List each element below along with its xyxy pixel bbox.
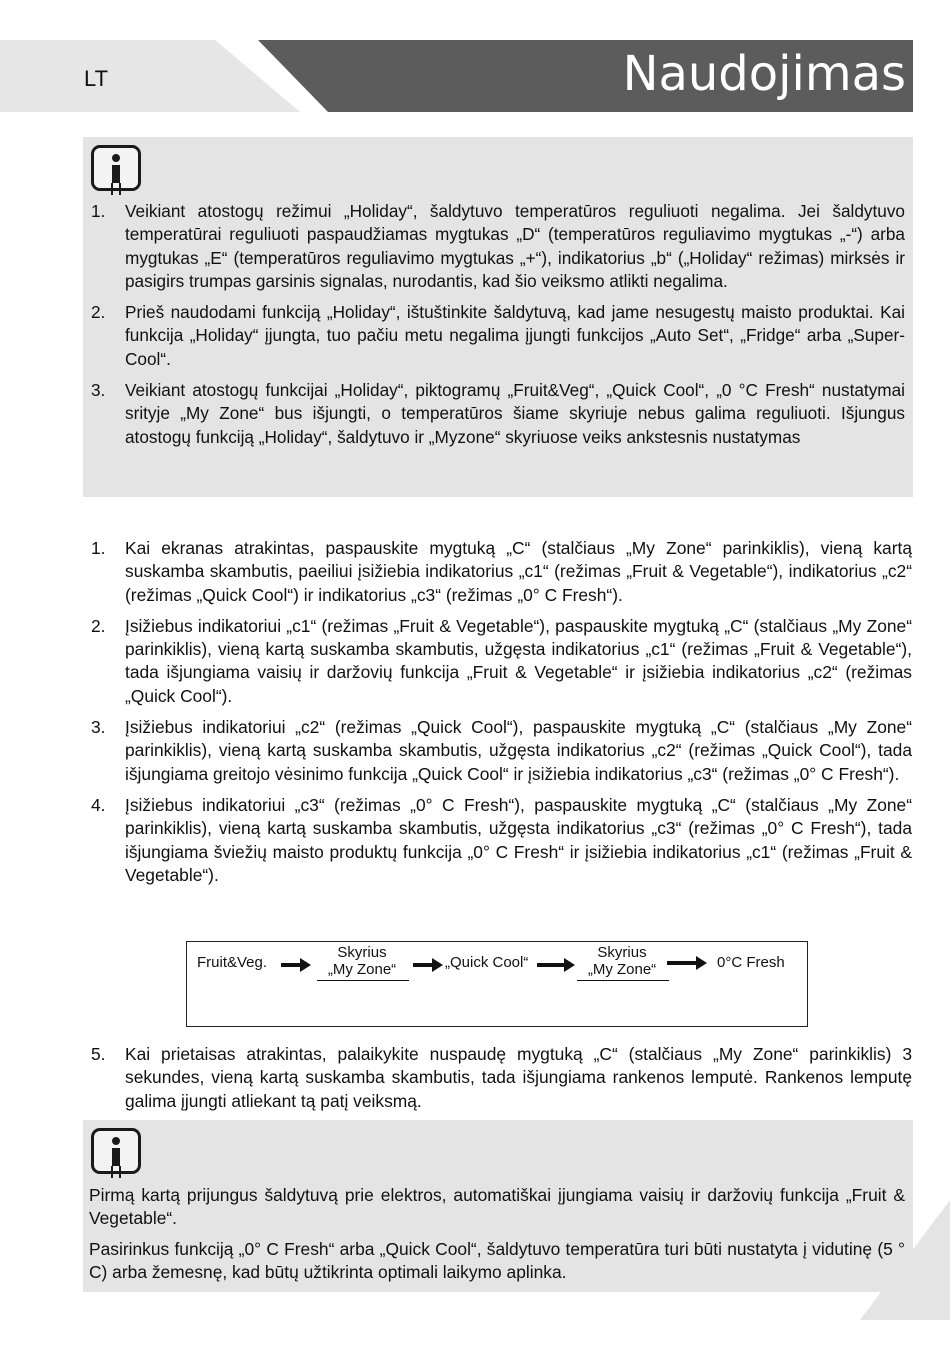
info-icon [91, 1128, 141, 1174]
item-number: 2. [91, 302, 106, 323]
flow-via-my-zone [317, 944, 407, 978]
item-number: 1. [91, 538, 106, 558]
item-text: Veikiant atostogų funkcijai „Holiday“, piktogramų „Fruit&Veg“, „Quick Cool“, „0 °C Fresh“ nustatymai srityje „My Zone“ bus išjungti, o temperatūros šiame skyriuje nebus galima reguliuoti. Išjungus atostogų funkciją „Holiday“, šaldytuvo ir „Myzone“ skyriuose veiks ankstesnis nustatymas [125, 380, 905, 447]
item-text: Kai ekranas atrakintas, paspauskite mygtuką „C“ (stalčiaus „My Zone“ parinkiklis), vieną kartą suskamba skambutis, paeiliui įsižiebia indikatorius „c1“ (režimas „Fruit & Vegetable“), indikatorius „c2“ (režimas „Quick Cool“) ir indikatorius „c3“ (režimas „0° C Fresh“). [125, 538, 912, 605]
list-item [83, 537, 912, 607]
item-number: 5. [91, 1044, 106, 1064]
item-text: Prieš naudodami funkciją „Holiday“, ištuštinkite šaldytuvą, kad jame nesugestų maisto produktai. Kai funkcija „Holiday“ įjungta, tuo pačiu metu negalima įjungti funkcijos „Auto Set“, „Fridge“ arba „Super-Cool“. [125, 302, 905, 369]
list-item [83, 615, 912, 708]
via-label-top: Skyrius [597, 944, 647, 961]
flow-via-my-zone [577, 944, 667, 978]
language-code: LT [84, 66, 109, 91]
via-label-bottom: „My Zone“ [587, 961, 657, 978]
flow-step-zero-fresh: 0°C Fresh [717, 954, 785, 971]
instruction-list-continued [83, 1043, 912, 1121]
note-paragraph: Pasirinkus funkciją „0° C Fresh“ arba „Quick Cool“, šaldytuvo temperatūra turi būti nustatyta į vidutinę (5 ° C) arba žemesnę, kad būtų užtikrinta optimali laikymo aplinka. [89, 1239, 905, 1283]
item-number: 3. [91, 717, 106, 738]
arrow-right-icon [281, 963, 301, 967]
list-item [83, 794, 912, 887]
flow-step-fruit-veg: Fruit&Veg. [197, 954, 268, 971]
info-icon [91, 145, 141, 191]
note-list [83, 200, 905, 457]
note-paragraph: Pirmą kartą prijungus šaldytuvą prie elektros, automatiškai įjungiama vaisių ir daržovių funkcija „Fruit & Vegetable“. [89, 1185, 905, 1229]
item-number: 4. [91, 794, 106, 815]
list-item [83, 716, 912, 786]
item-text: Įsižiebus indikatoriui „c2“ (režimas „Quick Cool“), paspauskite mygtuką „C“ (stalčiaus „My Zone“ parinkiklis), vieną kartą suskamba skambutis, užgęsta indikatorius „c2“ (režimas „Quick Cool“), tada išjungiama greitojo vėsinimo funkcija „Quick Cool“ ir įsižiebia indikatorius „c3“ (režimas „0° C Fresh“). [125, 717, 912, 784]
instruction-list [83, 537, 912, 895]
underline [317, 980, 409, 981]
flow-step-quick-cool: „Quick Cool“ [445, 954, 529, 971]
item-text: Įsižiebus indikatoriui „c3“ (režimas „0° C Fresh“), paspauskite mygtuką „C“ (stalčiaus „My Zone“ parinkiklis), vieną kartą suskamba skambutis, užgęsta indikatorius „c3“ (režimas „0° C Fresh“), tada išjungiama šviežių maisto produktų funkcija „0° C Fresh“ ir įsižiebia indikatorius „c1“ (režimas „Fruit & Vegetable“). [125, 794, 912, 885]
via-label-top: Skyrius [337, 944, 387, 961]
arrow-right-icon [537, 963, 565, 967]
list-item [83, 1043, 912, 1113]
arrow-right-icon [413, 963, 433, 967]
note-list-item [83, 379, 905, 449]
underline [577, 980, 669, 981]
via-label-bottom: „My Zone“ [327, 961, 397, 978]
item-number: 1. [91, 201, 106, 221]
arrow-right-icon [667, 961, 697, 965]
item-text: Įsižiebus indikatoriui „c1“ (režimas „Fruit & Vegetable“), paspauskite mygtuką „C“ (stalčiaus „My Zone“ parinkiklis), vieną kartą suskamba skambutis, užgęsta indikatorius „c1“ (režimas „Fruit & Vegetable“), tada išjungiama vaisių ir daržovių funkcija „Fruit & Vegetable“ ir įsižiebia indikatorius „c2“ (režimas „Quick Cool“). [125, 615, 912, 706]
item-text: Veikiant atostogų režimui „Holiday“, šaldytuvo temperatūros reguliuoti negalima. Jei šaldytuvo temperatūrai reguliuoti paspaudžiamas mygtukas „D“ (temperatūros reguliavimo mygtukas „-“) arba mygtukas „E“ (temperatūros reguliavimo mygtukas „+“), indikatorius „b“ („Holiday“ režimas) mirksės ir pasigirs trumpas garsinis signalas, nurodantis, kad šio veiksmo atlikti negalima. [125, 201, 905, 291]
mode-cycle-diagram [186, 941, 808, 1027]
header-left-band [0, 40, 300, 112]
item-text: Kai prietaisas atrakintas, palaikykite nuspaudę mygtuką „C“ (stalčiaus „My Zone“ parinkiklis) 3 sekundes, vieną kartą suskamba skambutis, tada išjungiama rankenos lemputė. Rankenos lemputę galima įjungti atliekant tą patį veiksmą. [125, 1044, 912, 1111]
item-number: 2. [91, 615, 106, 636]
page-title: Naudojimas [622, 46, 906, 102]
note-list-item [83, 200, 905, 293]
item-number: 3. [91, 380, 106, 401]
note-list-item [83, 301, 905, 371]
